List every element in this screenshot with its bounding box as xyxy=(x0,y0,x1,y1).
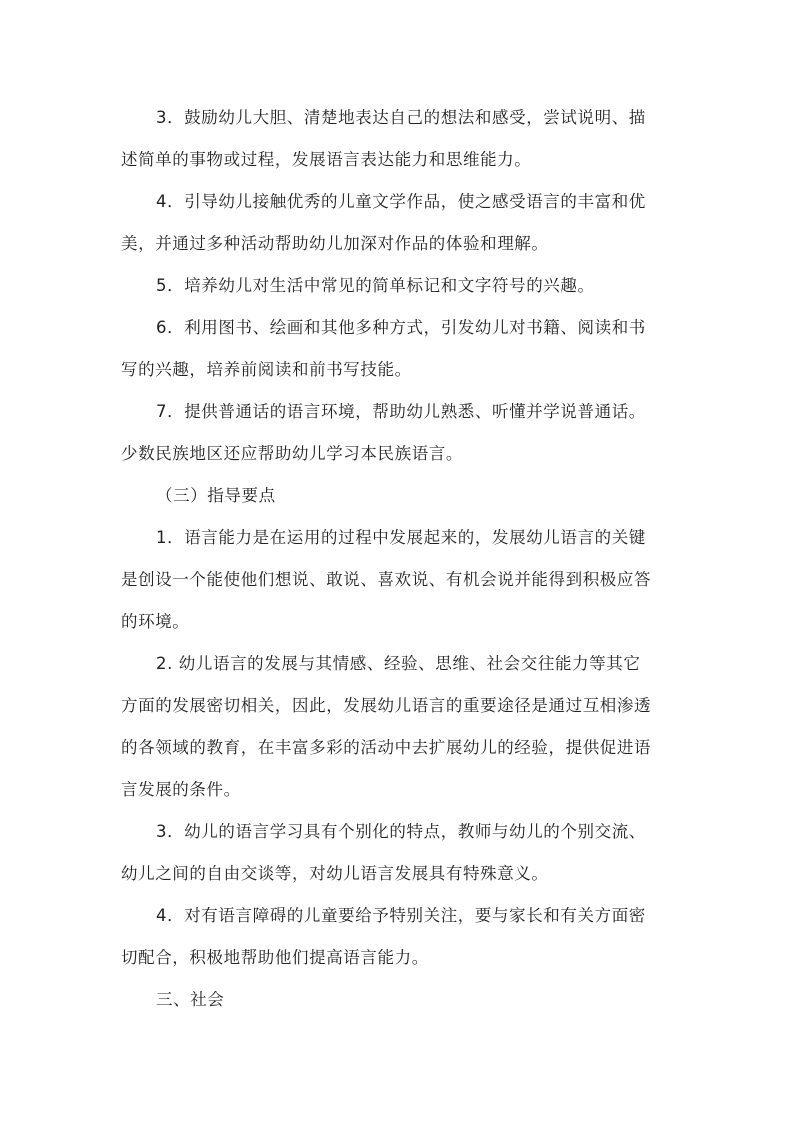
paragraph-line: 述简单的事物或过程，发展语言表达能力和思维能力。 xyxy=(121,150,532,169)
paragraph-line: 言发展的条件。 xyxy=(121,780,241,799)
paragraph-line: 的各领域的教育，在丰富多彩的活动中去扩展幼儿的经验，提供促进语 xyxy=(121,738,652,757)
paragraph-line: 3．鼓励幼儿大胆、清楚地表达自己的想法和感受，尝试说明、描 xyxy=(156,108,646,127)
paragraph-line: 4．引导幼儿接触优秀的儿童文学作品，使之感受语言的丰富和优 xyxy=(156,192,646,211)
section-heading: 三、社会 xyxy=(156,990,225,1009)
paragraph-line: 1．语言能力是在运用的过程中发展起来的，发展幼儿语言的关键 xyxy=(156,528,646,547)
paragraph-line: 6．利用图书、绘画和其他多种方式，引发幼儿对书籍、阅读和书 xyxy=(156,318,646,337)
paragraph-line: 3．幼儿的语言学习具有个别化的特点，教师与幼儿的个别交流、 xyxy=(156,822,646,841)
paragraph-line: 方面的发展密切相关，因此，发展幼儿语言的重要途径是通过互相渗透 xyxy=(121,696,652,715)
paragraph-line: 2. 幼儿语言的发展与其情感、经验、思维、社会交往能力等其它 xyxy=(156,654,641,673)
paragraph-line: 少数民族地区还应帮助幼儿学习本民族语言。 xyxy=(121,444,463,463)
paragraph-line: 写的兴趣，培养前阅读和前书写技能。 xyxy=(121,360,412,379)
paragraph-line: 5．培养幼儿对生活中常见的简单标记和文字符号的兴趣。 xyxy=(156,276,595,295)
paragraph-line: 的环境。 xyxy=(121,612,190,631)
section-heading: （三）指导要点 xyxy=(156,486,276,505)
paragraph-line: 美，并通过多种活动帮助幼儿加深对作品的体验和理解。 xyxy=(121,234,549,253)
paragraph-line: 幼儿之间的自由交谈等，对幼儿语言发展具有特殊意义。 xyxy=(121,864,549,883)
paragraph-line: 7．提供普通话的语言环境，帮助幼儿熟悉、听懂并学说普通话。 xyxy=(156,402,646,421)
paragraph-line: 4．对有语言障碍的儿童要给予特别关注，要与家长和有关方面密 xyxy=(156,906,646,925)
paragraph-line: 是创设一个能使他们想说、敢说、喜欢说、有机会说并能得到积极应答 xyxy=(121,570,652,589)
paragraph-line: 切配合，积极地帮助他们提高语言能力。 xyxy=(121,948,429,967)
